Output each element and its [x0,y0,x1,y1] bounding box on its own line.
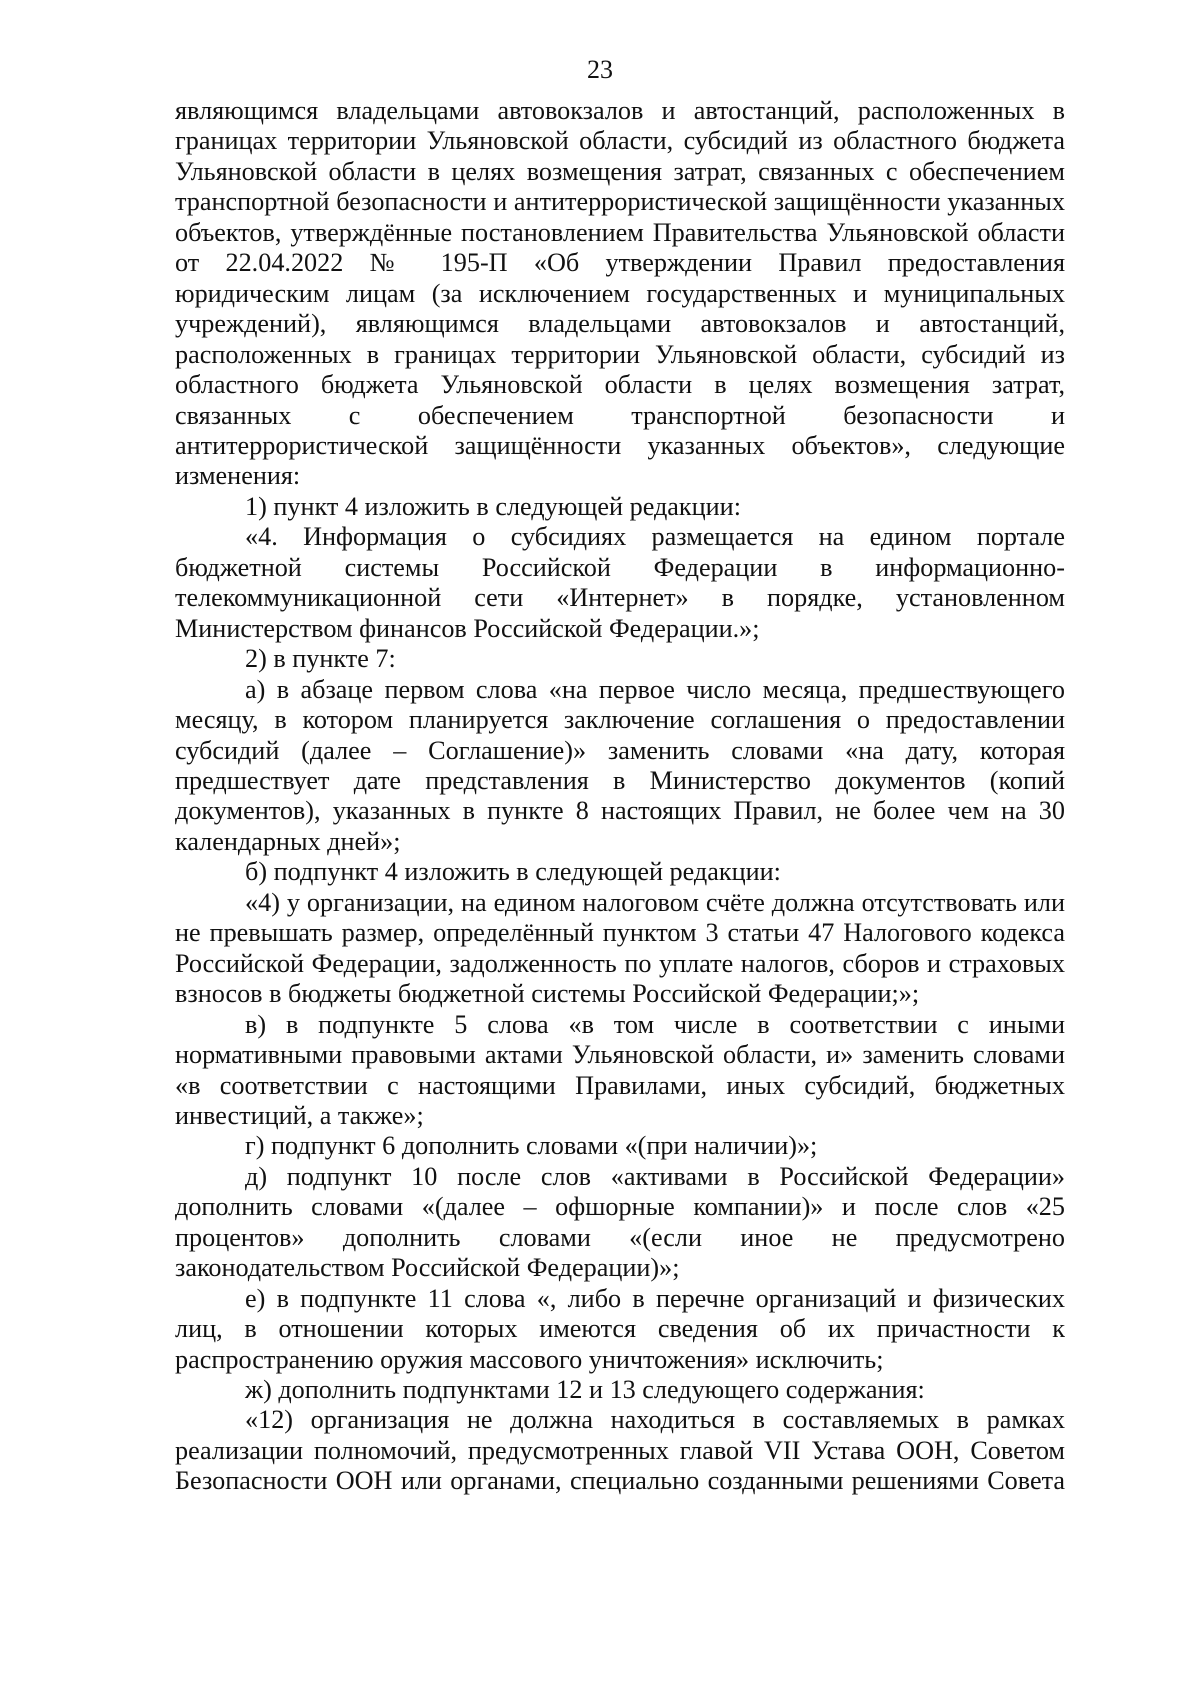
paragraph: а) в абзаце первом слова «на первое число месяца, предшествующего месяцу, в котором планируется заключение соглашения о предоставлении субсидий (далее – Соглашение)» заменить словами «на дату, которая предшествует дате представления в Министерство документов (копий документов), указанных в пункте 8 настоящих Правил, не более чем на 30 календарных дней»; [175,674,1065,856]
paragraph: е) в подпункте 11 слова «, либо в перечне организаций и физических лиц, в отношении которых имеются сведения об их причастности к распространению оружия массового уничтожения» исключить; [175,1283,1065,1374]
paragraph: являющимся владельцами автовокзалов и автостанций, расположенных в границах территории Ульяновской области, субсидий из областного бюджета Ульяновской области в целях возмещения затрат, связанных с обеспечением транспортной безопасности и антитеррористической защищённости указанных объектов, утверждённые постановлением Правительства Ульяновской области от 22.04.2022 № 195-П «Об утверждении Правил предоставления юридическим лицам (за исключением государственных и муниципальных учреждений), являющимся владельцами автовокзалов и автостанций, расположенных в границах территории Ульяновской области, субсидий из областного бюджета Ульяновской области в целях возмещения затрат, связанных с обеспечением транспортной безопасности и антитеррористической защищённости указанных объектов», следующие изменения: [175,96,1065,491]
paragraph: «4) у организации, на едином налоговом счёте должна отсутствовать или не превышать размер, определённый пунктом 3 статьи 47 Налогового кодекса Российской Федерации, задолженность по уплате налогов, сборов и страховых взносов в бюджеты бюджетной системы Российской Федерации;»; [175,887,1065,1009]
paragraph: «12) организация не должна находиться в составляемых в рамках реализации полномочий, предусмотренных главой VII Устава ООН, Советом Безопасности ООН или органами, специально созданными решениями Совета [175,1405,1065,1496]
paragraph: д) подпункт 10 после слов «активами в Российской Федерации» дополнить словами «(далее – офшорные компании)» и после слов «25 процентов» дополнить словами «(если иное не предусмотрено законодательством Российской Федерации)»; [175,1161,1065,1283]
paragraph: 2) в пункте 7: [245,644,396,674]
page-number: 23 [587,55,613,84]
paragraph: б) подпункт 4 изложить в следующей редакции: [245,857,781,887]
paragraph: 1) пункт 4 изложить в следующей редакции: [245,491,741,521]
document-body [175,96,1065,1497]
paragraph: г) подпункт 6 дополнить словами «(при наличии)»; [245,1131,818,1161]
paragraph: «4. Информация о субсидиях размещается на едином портале бюджетной системы Российской Федерации в информационно-телекоммуникационной сети «Интернет» в порядке, установленном Министерством финансов Российской Федерации.»; [175,522,1065,643]
paragraph: в) в подпункте 5 слова «в том числе в соответствии с иными нормативными правовыми актами Ульяновской области, и» заменить словами «в соответствии с настоящими Правилами, иных субсидий, бюджетных инвестиций, а также»; [175,1009,1065,1130]
paragraph: ж) дополнить подпунктами 12 и 13 следующего содержания: [245,1375,925,1405]
